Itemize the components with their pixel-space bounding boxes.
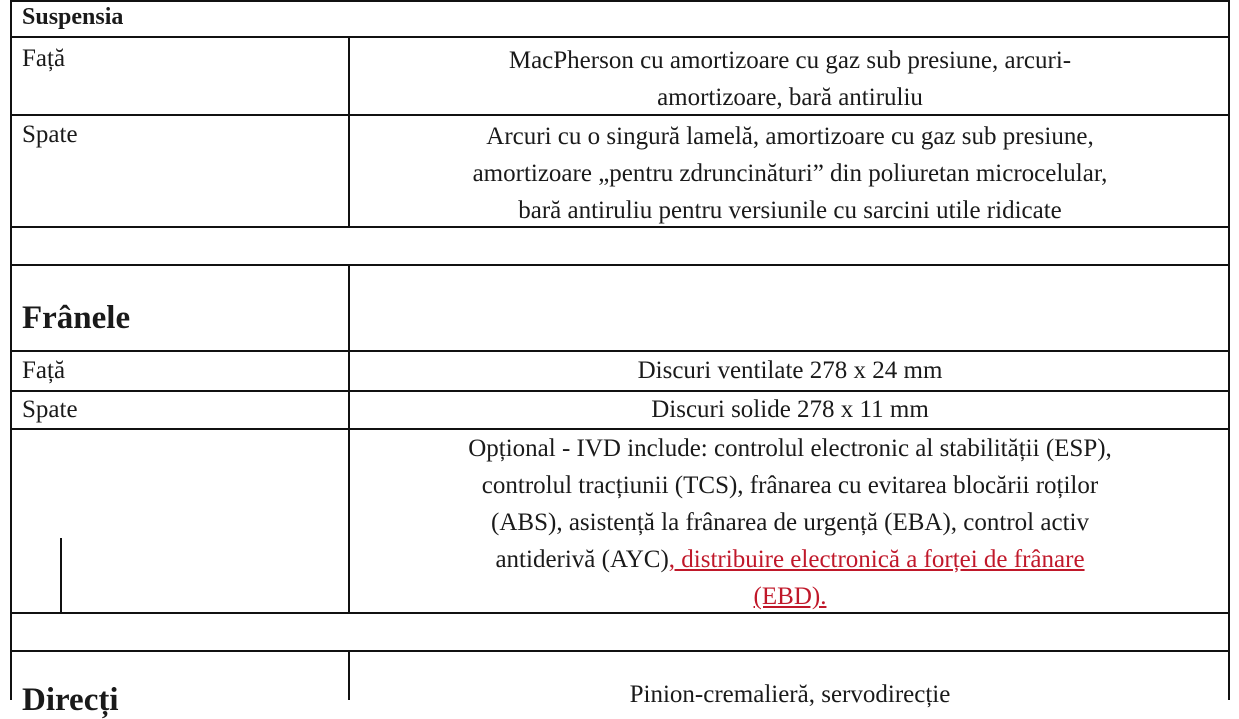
rule (10, 650, 1230, 652)
text-cursor (60, 538, 62, 612)
rule (10, 36, 1230, 38)
brakes-rear-value: Discuri solide 278 x 11 mm (651, 396, 929, 423)
row-label-front: Față (22, 357, 66, 384)
text-line: amortizoare „pentru zdruncinături” din poliuretan microcelular, (472, 160, 1108, 187)
tracked-change-link[interactable]: (EBD). (753, 583, 827, 610)
section-title-brakes: Frânele (22, 300, 131, 336)
text-line: amortizoare, bară antiruliu (657, 84, 923, 111)
text-line (350, 578, 1230, 615)
row-label-rear: Spate (22, 121, 78, 148)
row-label-front: Față (22, 45, 66, 72)
text-line: bară antiruliu pentru versiunile cu sarcini utile ridicate (518, 197, 1062, 224)
text-line: (ABS), asistență la frânarea de urgență (EBA), control activ (491, 509, 1089, 536)
section-title-suspension: Suspensia (22, 4, 124, 30)
text-plain: antiderivă (AYC) (495, 546, 669, 573)
text-line (350, 541, 1230, 578)
steering-value: Pinion-cremalieră, servodirecție (629, 681, 951, 708)
row-label-rear: Spate (22, 396, 78, 423)
tracked-change-link[interactable]: , distribuire electronică a forței de frânare (668, 546, 1085, 573)
rule (10, 0, 1230, 2)
table-border-left (10, 0, 12, 700)
text-line: MacPherson cu amortizoare cu gaz sub presiune, arcuri- (508, 47, 1072, 74)
suspension-front-value (350, 42, 1230, 116)
text-line: controlul tracțiunii (TCS), frânarea cu evitarea blocării roților (481, 472, 1099, 499)
brakes-optional-value (350, 430, 1230, 615)
section-title-steering: Direcți (22, 682, 119, 718)
suspension-rear-value (350, 118, 1230, 229)
rule (10, 264, 1230, 266)
brakes-front-value: Discuri ventilate 278 x 24 mm (637, 357, 943, 384)
text-line: Arcuri cu o singură lamelă, amortizoare cu gaz sub presiune, (486, 123, 1094, 150)
text-line: Opțional - IVD include: controlul electronic al stabilității (ESP), (468, 435, 1112, 462)
